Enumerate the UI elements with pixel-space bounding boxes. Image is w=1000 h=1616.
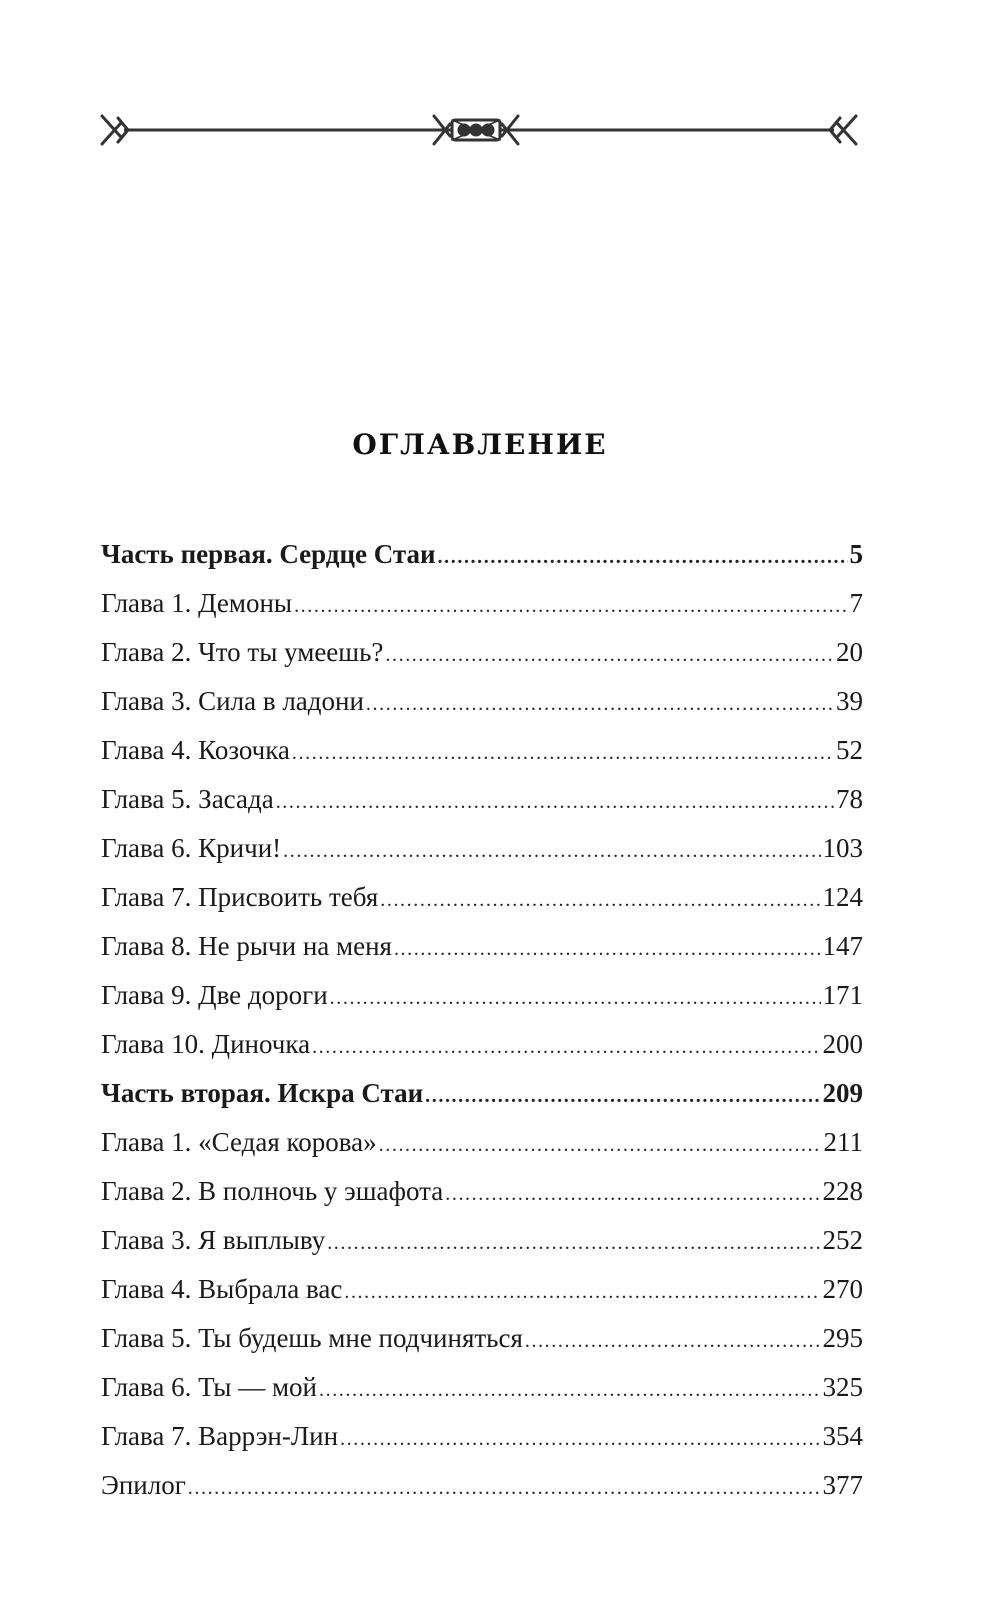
toc-dot-leader	[327, 1227, 820, 1259]
toc-page-number: 228	[822, 1176, 863, 1206]
toc-dot-leader	[340, 1423, 820, 1455]
toc-chapter-entry	[101, 1273, 863, 1322]
toc-entry-title: Глава 4. Выбрала вас	[101, 1274, 343, 1304]
toc-dot-leader	[438, 541, 848, 573]
toc-dot-leader	[394, 933, 821, 965]
toc-page-number: 52	[836, 735, 863, 765]
toc-dot-leader	[330, 982, 821, 1014]
toc-chapter-entry	[101, 881, 863, 930]
decorative-ornament-icon	[98, 110, 860, 150]
toc-page-number: 171	[822, 980, 863, 1010]
toc-dot-leader	[445, 1178, 820, 1210]
toc-page-number: 5	[849, 539, 863, 569]
toc-entry-title: Глава 2. Что ты умеешь?	[101, 637, 384, 667]
toc-entry-title: Глава 5. Ты будешь мне подчиняться	[101, 1323, 523, 1353]
toc-dot-leader	[283, 835, 820, 867]
toc-chapter-entry	[101, 685, 863, 734]
toc-dot-leader	[344, 1276, 820, 1308]
toc-dot-leader	[312, 1031, 820, 1063]
toc-page-number: 200	[822, 1029, 863, 1059]
toc-chapter-entry	[101, 734, 863, 783]
toc-chapter-entry	[101, 1420, 863, 1469]
toc-page-number: 325	[822, 1372, 863, 1402]
toc-page-number: 270	[822, 1274, 863, 1304]
toc-entry-title: Глава 3. Сила в ладони	[101, 686, 364, 716]
toc-chapter-entry	[101, 1469, 863, 1518]
toc-entry-title: Глава 1. «Седая корова»	[101, 1127, 377, 1157]
toc-chapter-entry	[101, 1175, 863, 1224]
toc-chapter-entry	[101, 979, 863, 1028]
toc-chapter-entry	[101, 1322, 863, 1371]
toc-page-number: 295	[822, 1323, 863, 1353]
toc-chapter-entry	[101, 832, 863, 881]
toc-page-number: 103	[822, 833, 863, 863]
toc-chapter-entry	[101, 783, 863, 832]
toc-page-number: 252	[822, 1225, 863, 1255]
toc-entry-title: Глава 5. Засада	[101, 784, 274, 814]
toc-dot-leader	[319, 1374, 821, 1406]
toc-part-entry	[101, 538, 863, 587]
toc-dot-leader	[294, 590, 847, 622]
toc-entry-title: Глава 3. Я выплыву	[101, 1225, 326, 1255]
toc-page-number: 209	[822, 1078, 863, 1108]
toc-dot-leader	[380, 884, 820, 916]
toc-dot-leader	[425, 1080, 820, 1112]
toc-page-number: 124	[822, 882, 863, 912]
toc-entry-title: Глава 2. В полночь у эшафота	[101, 1176, 444, 1206]
toc-page-number: 377	[822, 1470, 863, 1500]
toc-page-number: 211	[823, 1127, 863, 1157]
toc-chapter-entry	[101, 1224, 863, 1273]
toc-dot-leader	[525, 1325, 821, 1357]
toc-dot-leader	[292, 737, 834, 769]
toc-page-number: 147	[822, 931, 863, 961]
toc-dot-leader	[379, 1129, 822, 1161]
toc-page-number: 7	[849, 588, 863, 618]
toc-chapter-entry	[101, 587, 863, 636]
table-of-contents	[101, 538, 863, 1518]
toc-dot-leader	[385, 639, 834, 671]
toc-entry-title: Глава 6. Ты — мой	[101, 1372, 317, 1402]
toc-chapter-entry	[101, 1371, 863, 1420]
toc-entry-title: Эпилог	[101, 1470, 186, 1500]
toc-entry-title: Глава 1. Демоны	[101, 588, 293, 618]
toc-entry-title: Глава 7. Варрэн-Лин	[101, 1421, 339, 1451]
toc-dot-leader	[366, 688, 834, 720]
toc-page-number: 78	[836, 784, 863, 814]
toc-entry-title: Глава 10. Диночка	[101, 1029, 311, 1059]
toc-page-number: 39	[836, 686, 863, 716]
toc-dot-leader	[276, 786, 834, 818]
toc-chapter-entry	[101, 636, 863, 685]
toc-chapter-entry	[101, 1028, 863, 1077]
toc-entry-title: Глава 9. Две дороги	[101, 980, 328, 1010]
toc-part-entry	[101, 1077, 863, 1126]
toc-entry-title: Глава 7. Присвоить тебя	[101, 882, 379, 912]
toc-entry-title: Глава 8. Не рычи на меня	[101, 931, 392, 961]
page-title: ОГЛАВЛЕНИЕ	[352, 428, 608, 461]
toc-chapter-entry	[101, 1126, 863, 1175]
toc-chapter-entry	[101, 930, 863, 979]
toc-entry-title: Глава 4. Козочка	[101, 735, 290, 765]
toc-entry-title: Часть первая. Сердце Стаи	[101, 539, 436, 569]
toc-dot-leader	[188, 1472, 821, 1504]
toc-page-number: 20	[836, 637, 863, 667]
toc-page-number: 354	[822, 1421, 863, 1451]
toc-entry-title: Часть вторая. Искра Стаи	[101, 1078, 424, 1108]
toc-entry-title: Глава 6. Кричи!	[101, 833, 282, 863]
